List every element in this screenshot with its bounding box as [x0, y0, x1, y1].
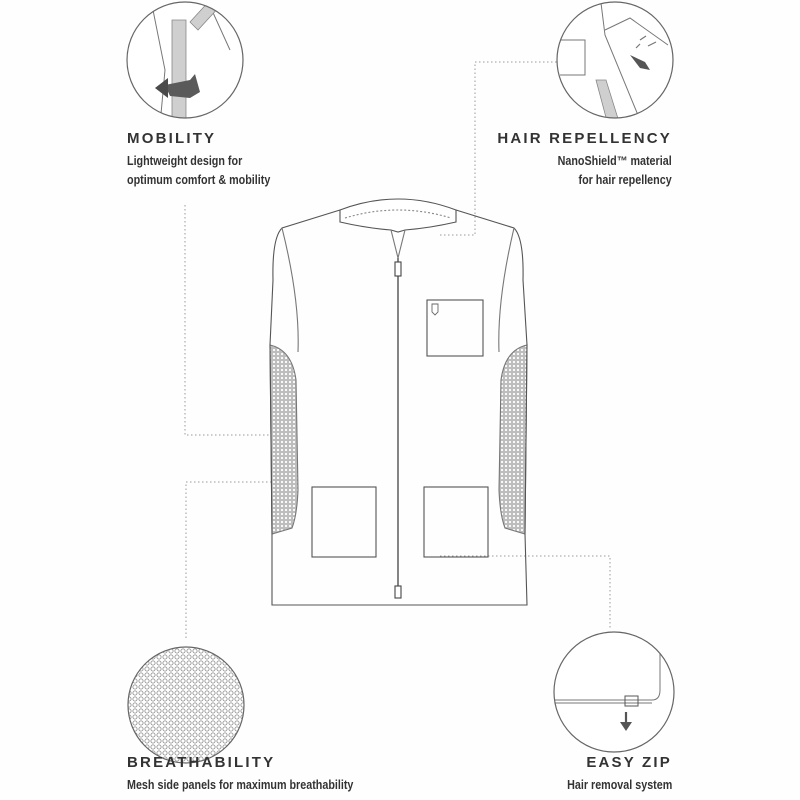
feature-hair-repellency — [497, 130, 672, 190]
vest-illustration — [270, 199, 527, 605]
mobility-description-line-2: optimum comfort & mobility — [127, 173, 271, 187]
mesh-panel-right — [499, 345, 527, 534]
feature-breathability — [127, 754, 390, 795]
mobility-description-line-1: Lightweight design for — [127, 154, 243, 168]
breathability-title: BREATHABILITY — [127, 754, 276, 771]
mesh-panel-left — [270, 345, 298, 534]
easy-zip-title: EASY ZIP — [586, 754, 672, 771]
lower-pocket-left — [312, 487, 376, 557]
collar — [340, 199, 456, 232]
zip-down-arrow-icon — [550, 630, 680, 755]
leader-line-breathability — [186, 482, 272, 638]
hair-repellency-title: HAIR REPELLENCY — [497, 130, 672, 147]
chest-pocket — [427, 300, 483, 356]
hair-repellency-description-line-2: for hair repellency — [578, 173, 672, 187]
breathability-description: Mesh side panels for maximum breathability — [127, 778, 354, 792]
mesh-icon — [120, 640, 255, 770]
hair-repellency-description-line-1: NanoShield™ material — [557, 154, 672, 168]
shoulder-hair-icon — [550, 0, 680, 125]
feature-easy-zip — [550, 754, 672, 795]
lower-pocket-right — [424, 487, 488, 557]
twist-arrow-icon — [120, 0, 250, 125]
easy-zip-description: Hair removal system — [566, 778, 672, 792]
feature-mobility — [127, 130, 294, 190]
leader-line-easy-zip — [440, 556, 610, 630]
mobility-title: MOBILITY — [127, 130, 217, 147]
leader-line-mobility — [185, 205, 272, 435]
